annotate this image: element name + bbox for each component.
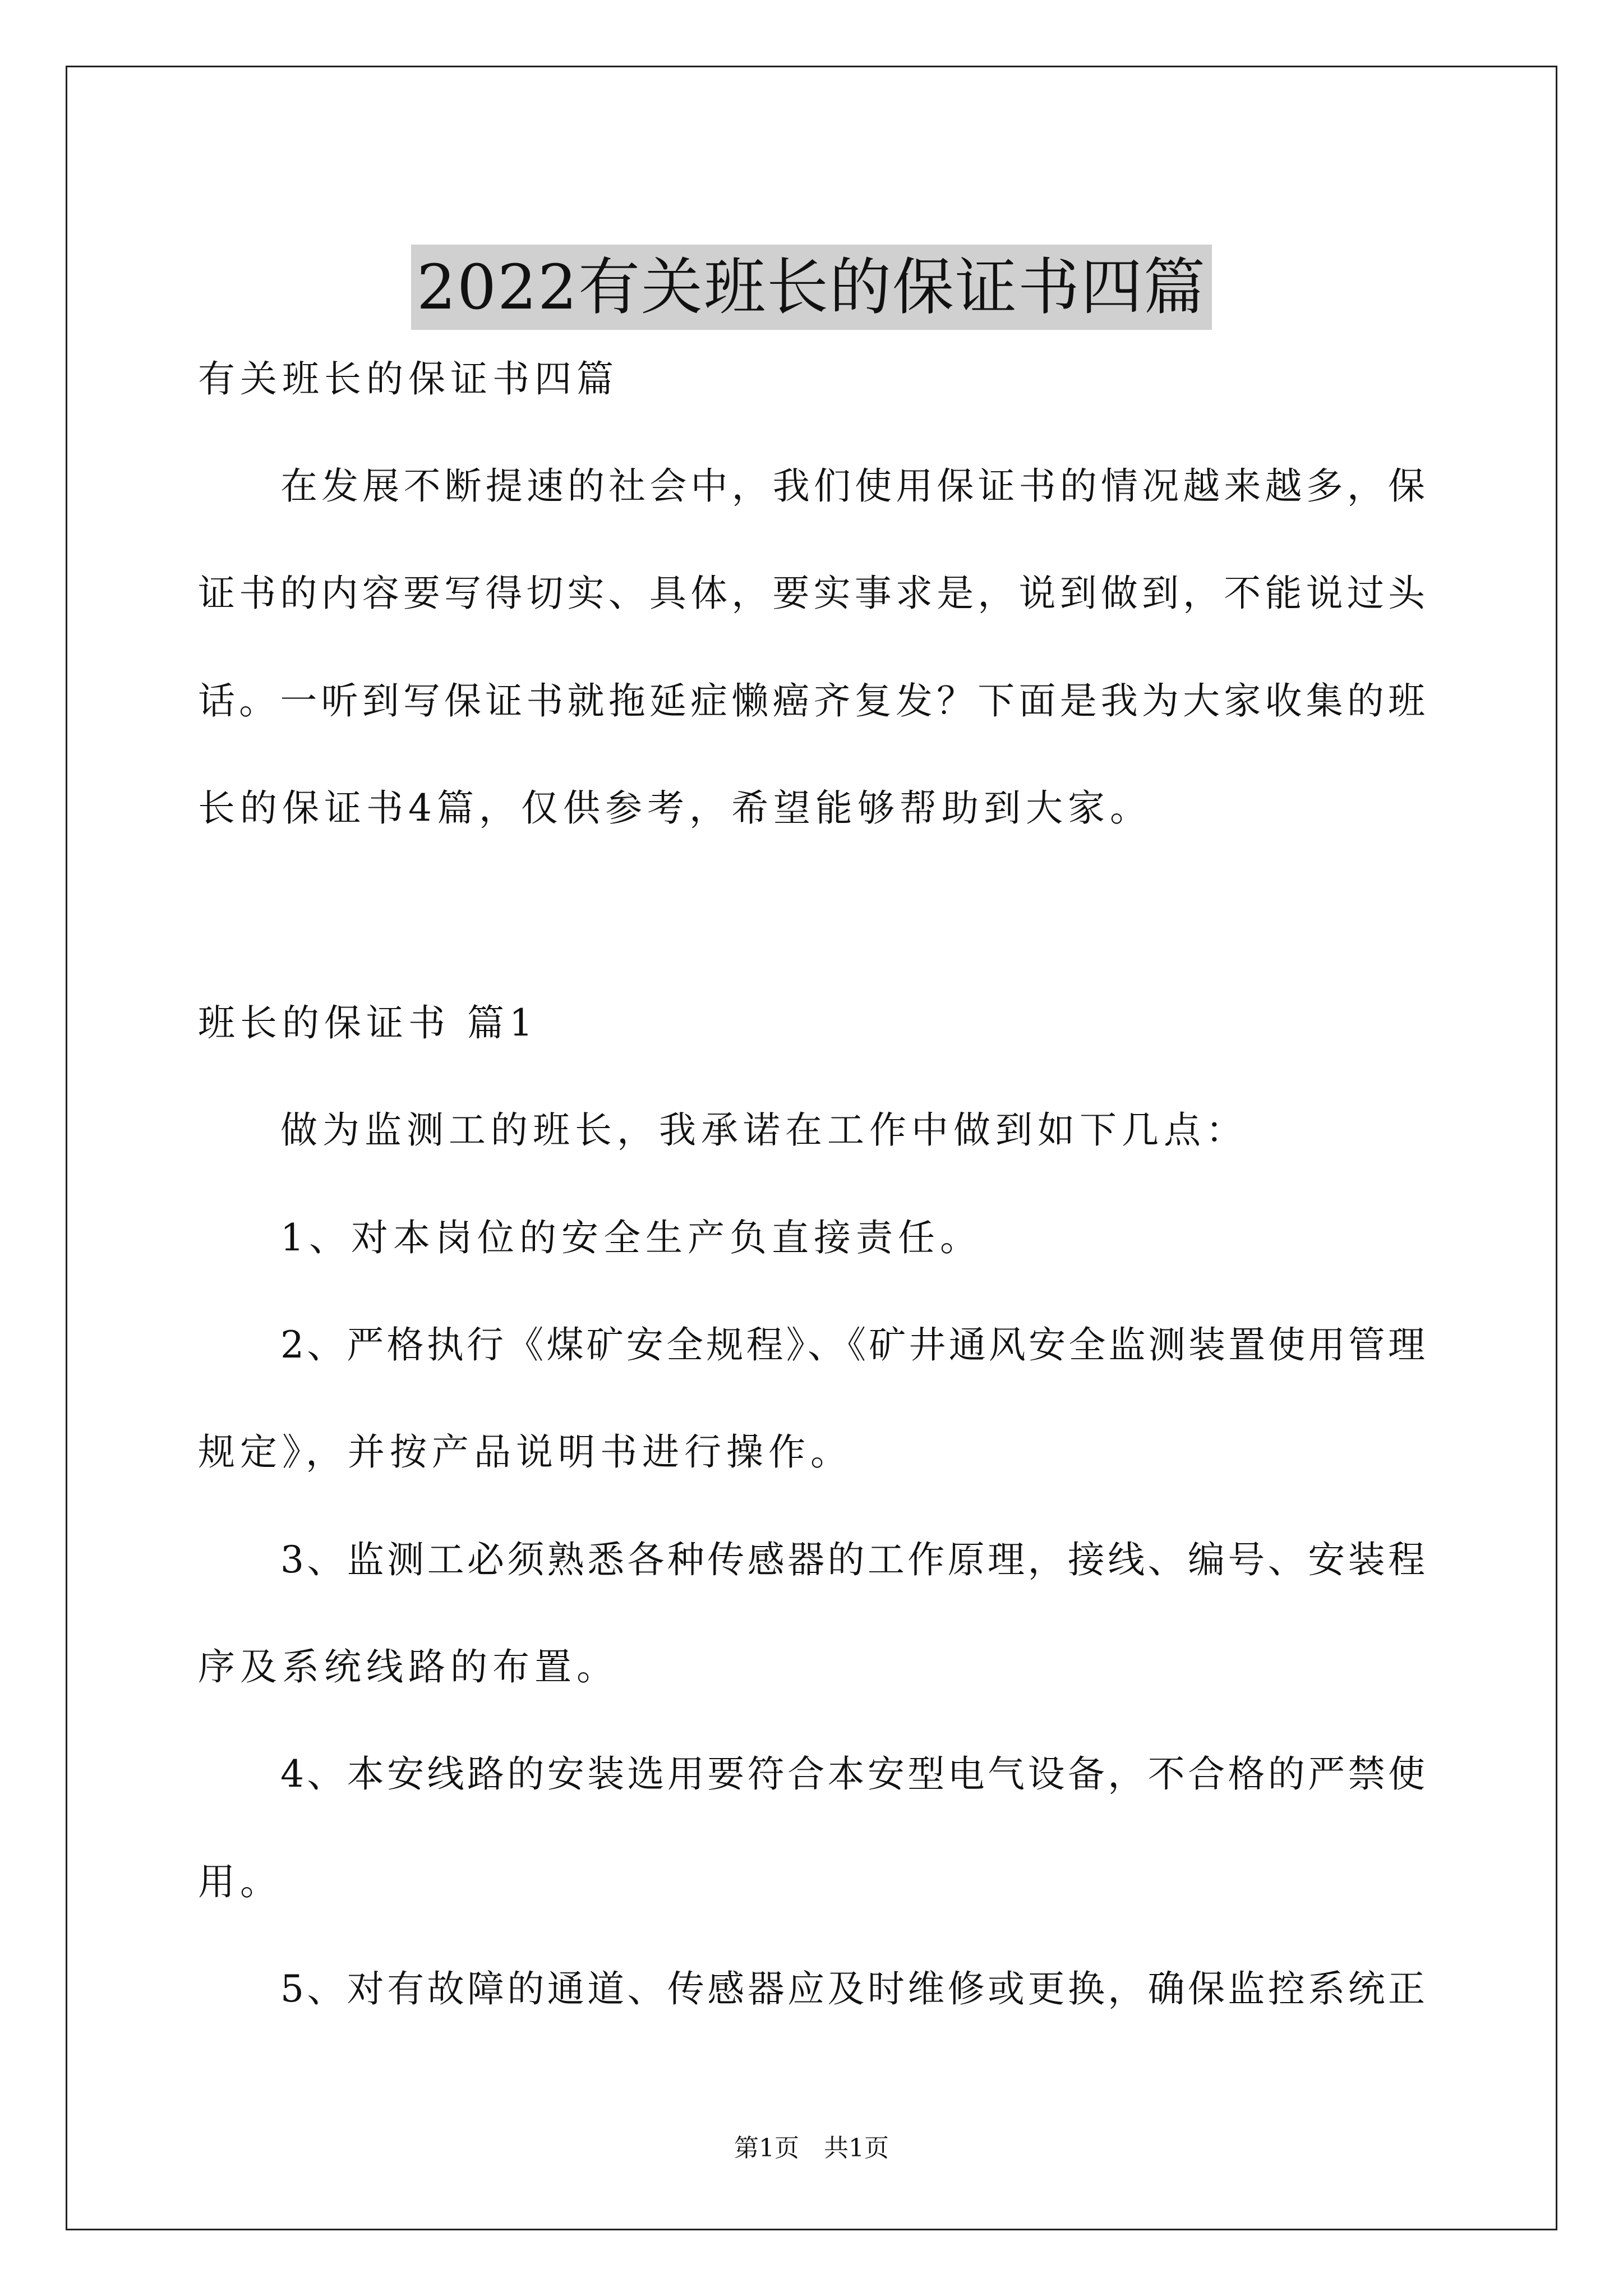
section-intro: 做为监测工的班长，我承诺在工作中做到如下几点： <box>280 1108 1248 1152</box>
intro-line-3: 话。一听到写保证书就拖延症懒癌齐复发？下面是我为大家收集的班 <box>198 679 1425 723</box>
list-item-4-line-2: 用。 <box>198 1860 282 1903</box>
document-title: 2022有关班长的保证书四篇 <box>411 245 1212 330</box>
page-footer: 第1页 共1页 <box>734 2134 889 2162</box>
intro-line-2: 证书的内容要写得切实、具体，要实事求是，说到做到，不能说过头 <box>198 572 1425 615</box>
document-subtitle: 有关班长的保证书四篇 <box>198 357 619 401</box>
list-item-4-line-1: 4、本安线路的安装选用要符合本安型电气设备，不合格的严禁使 <box>280 1752 1425 1796</box>
list-item-1: 1、对本岗位的安全生产负直接责任。 <box>280 1216 982 1259</box>
list-item-2-line-2: 规定》，并按产品说明书进行操作。 <box>198 1430 852 1474</box>
list-item-3-line-1: 3、监测工必须熟悉各种传感器的工作原理，接线、编号、安装程 <box>280 1538 1425 1581</box>
list-item-2-line-1: 2、严格执行《煤矿安全规程》、《矿井通风安全监测装置使用管理 <box>280 1323 1425 1366</box>
list-item-3-line-2: 序及系统线路的布置。 <box>198 1645 619 1688</box>
title-container <box>0 203 1623 371</box>
list-item-5-line-1: 5、对有故障的通道、传感器应及时维修或更换，确保监控系统正 <box>280 1967 1425 2010</box>
intro-line-1: 在发展不断提速的社会中，我们使用保证书的情况越来越多，保 <box>280 464 1425 508</box>
intro-line-4: 长的保证书4篇，仅供参考，希望能够帮助到大家。 <box>198 786 1152 830</box>
section-heading: 班长的保证书 篇1 <box>198 1001 538 1045</box>
